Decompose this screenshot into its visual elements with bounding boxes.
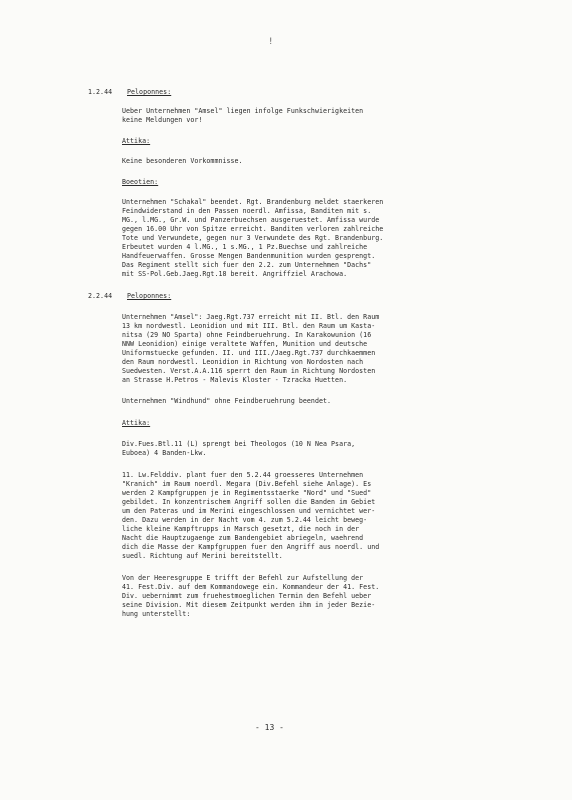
heading-attika-2: Attika: bbox=[122, 419, 151, 427]
heading-boeotien: Boeotien: bbox=[122, 178, 159, 186]
text-line: Von der Heeresgruppe E trifft der Befehl zur Aufstellung der bbox=[122, 574, 364, 582]
text-line: dich die Masse der Kampfgruppen fuer den Angriff aus noerdl. und bbox=[122, 543, 380, 551]
text-line: den Raum nordwestl. Leonidion in Richtung von Nordosten nach bbox=[122, 358, 364, 366]
text-line: an Strasse H.Petros - Malevis Kloster - Tzracka Huetten. bbox=[122, 376, 348, 384]
text-line: Feindwiderstand in den Passen noerdl. Amfissa, Banditen mit s. bbox=[122, 207, 372, 215]
text-line: Euboea) 4 Banden-Lkw. bbox=[122, 449, 207, 457]
text-line: Tote und Verwundete, gegen nur 3 Verwundete des Rgt. Brandenburg. bbox=[122, 234, 384, 242]
text-line: gegen 16.00 Uhr von Spitze erreicht. Banditen verloren zahlreiche bbox=[122, 225, 384, 233]
text-line: mit SS-Pol.Geb.Jaeg.Rgt.18 bereit. Angriffziel Arachowa. bbox=[122, 270, 348, 278]
text-line: Div. uebernimmt zum fruehestmoeglichen Termin den Befehl ueber bbox=[122, 592, 372, 600]
date-1-2-44: 1.2.44 bbox=[88, 88, 113, 96]
text-line: liche kleine Kampftrupps in Marsch gesetzt, die noch in der bbox=[122, 525, 360, 533]
text-line: 11. Lw.Felddiv. plant fuer den 5.2.44 groesseres Unternehmen bbox=[122, 471, 364, 479]
text-line: 13 km nordwestl. Leonidion und mit III. Btl. den Raum um Kasta- bbox=[122, 322, 376, 330]
text-line: Unternehmen "Windhund" ohne Feindberuehrung beendet. bbox=[122, 397, 332, 405]
text-line: den. Dazu werden in der Nacht vom 4. zum 5.2.44 leicht beweg- bbox=[122, 516, 368, 524]
text-line: MG., l.MG., Gr.W. und Panzerbuechsen ausgeruestet. Amfissa wurde bbox=[122, 216, 380, 224]
text-line: keine Meldungen vor! bbox=[122, 116, 203, 124]
top-mark: ! bbox=[268, 37, 274, 47]
text-line: suedl. Richtung auf Merini bereitstellt. bbox=[122, 552, 283, 560]
text-line: Handfeuerwaffen. Grosse Mengen Bandenmunition wurden gesprengt. bbox=[122, 252, 376, 260]
text-line: werden 2 Kampfgruppen je in Regimentsstaerke "Nord" und "Sued" bbox=[122, 489, 372, 497]
text-line: Erbeutet wurden 4 l.MG., 1 s.MG., 1 Pz.Buechse und zahlreiche bbox=[122, 243, 368, 251]
text-line: um den Pateras und im Merini eingeschlossen und vernichtet wer- bbox=[122, 507, 376, 515]
heading-attika-1: Attika: bbox=[122, 137, 151, 145]
text-line: Uniformstuecke gefunden. II. und III./Jaeg.Rgt.737 durchkaemmen bbox=[122, 349, 376, 357]
text-line: Das Regiment stellt sich fuer den 2.2. zum Unternehmen "Dachs" bbox=[122, 261, 372, 269]
text-line: Nacht die Hauptzugaenge zum Bandengebiet abriegeln, waehrend bbox=[122, 534, 364, 542]
text-line: "Kranich" im Raum noerdl. Megara (Div.Befehl siehe Anlage). Es bbox=[122, 480, 372, 488]
heading-peloponnes-2: Peloponnes: bbox=[127, 292, 172, 300]
page-number: - 13 - bbox=[255, 723, 284, 732]
text-line: Ueber Unternehmen "Amsel" liegen infolge Funkschwierigkeiten bbox=[122, 107, 364, 115]
heading-peloponnes-1: Peloponnes: bbox=[127, 88, 172, 96]
date-2-2-44: 2.2.44 bbox=[88, 292, 113, 300]
text-line: hung unterstellt: bbox=[122, 610, 191, 618]
text-line: NNW Leonidion) einige veraltete Waffen, Munition und deutsche bbox=[122, 340, 368, 348]
text-line: seine Division. Mit diesem Zeitpunkt werden ihm in jeder Bezie- bbox=[122, 601, 376, 609]
text-line: Suedwesten. Verst.A.A.116 sperrt den Raum in Richtung Nordosten bbox=[122, 367, 376, 375]
text-line: Div.Fues.Btl.11 (L) sprengt bei Theologos (10 N Nea Psara, bbox=[122, 440, 356, 448]
text-line: Keine besonderen Vorkommnisse. bbox=[122, 157, 243, 165]
text-line: gebildet. In konzentrischem Angriff sollen die Banden im Gebiet bbox=[122, 498, 376, 506]
text-line: Unternehmen "Amsel": Jaeg.Rgt.737 erreicht mit II. Btl. den Raum bbox=[122, 313, 380, 321]
text-line: 41. Fest.Div. auf dem Kommandowege ein. Kommandeur der 41. Fest. bbox=[122, 583, 380, 591]
text-line: Unternehmen "Schakal" beendet. Rgt. Brandenburg meldet staerkeren bbox=[122, 198, 384, 206]
text-line: nitsa (29 NO Sparta) ohne Feindberuehrung. In Karakowunion (16 bbox=[122, 331, 372, 339]
